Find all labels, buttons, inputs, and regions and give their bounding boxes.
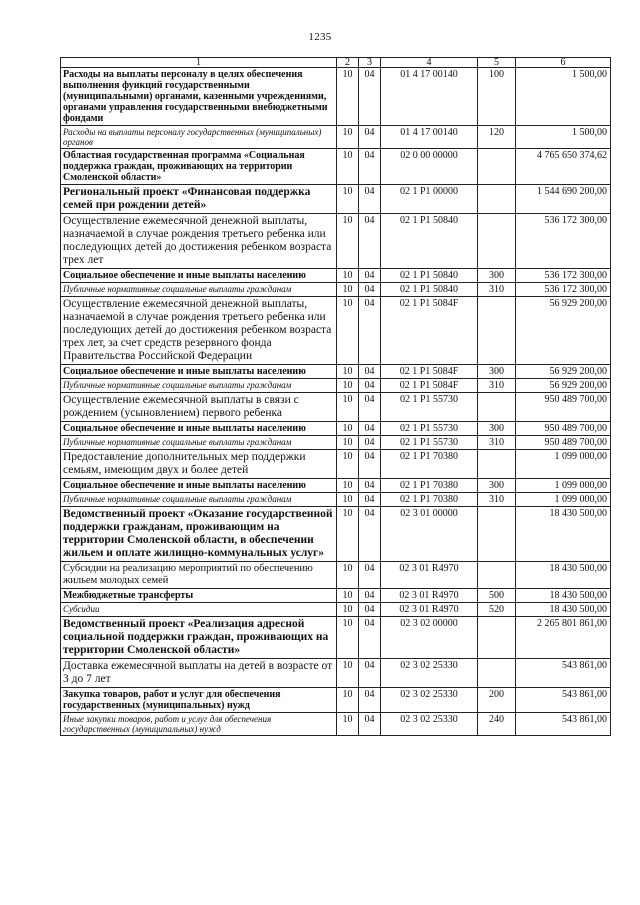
table-row — [61, 68, 611, 126]
expense-type-cell: 310 — [478, 493, 516, 507]
subsection-code-cell: 04 — [359, 379, 381, 393]
target-article-cell: 02 1 P1 70380 — [381, 493, 478, 507]
subsection-code-cell: 04 — [359, 393, 381, 422]
amount-cell: 1 544 690 200,00 — [516, 185, 611, 214]
section-code-cell: 10 — [337, 450, 359, 479]
expense-type-cell: 200 — [478, 688, 516, 713]
table-row — [61, 562, 611, 589]
target-article-cell: 02 1 P1 55730 — [381, 436, 478, 450]
section-code-cell: 10 — [337, 562, 359, 589]
expense-type-cell — [478, 393, 516, 422]
subsection-code-cell: 04 — [359, 283, 381, 297]
amount-cell: 2 265 801 861,00 — [516, 617, 611, 659]
section-code-cell: 10 — [337, 269, 359, 283]
row-name-cell: Социальное обеспечение и иные выплаты населению — [61, 422, 337, 436]
table-row — [61, 269, 611, 283]
target-article-cell: 02 1 P1 70380 — [381, 450, 478, 479]
target-article-cell: 02 3 02 25330 — [381, 659, 478, 688]
amount-cell: 4 765 650 374,62 — [516, 149, 611, 185]
amount-cell: 536 172 300,00 — [516, 269, 611, 283]
table-row — [61, 659, 611, 688]
row-name-cell: Публичные нормативные социальные выплаты гражданам — [61, 379, 337, 393]
table-row — [61, 507, 611, 562]
subsection-code-cell: 04 — [359, 297, 381, 365]
amount-cell: 18 430 500,00 — [516, 589, 611, 603]
table-row — [61, 149, 611, 185]
amount-cell: 1 500,00 — [516, 126, 611, 149]
expense-type-cell: 300 — [478, 269, 516, 283]
expense-type-cell: 500 — [478, 589, 516, 603]
row-name-cell: Социальное обеспечение и иные выплаты населению — [61, 479, 337, 493]
row-name-cell: Областная государственная программа «Социальная поддержка граждан, проживающих на территории Смоленской области» — [61, 149, 337, 185]
target-article-cell: 02 3 02 25330 — [381, 688, 478, 713]
expense-type-cell: 310 — [478, 436, 516, 450]
target-article-cell: 02 1 P1 00000 — [381, 185, 478, 214]
target-article-cell: 01 4 17 00140 — [381, 68, 478, 126]
row-name-cell: Ведомственный проект «Реализация адресной социальной поддержки граждан, проживающих на территории Смоленской области» — [61, 617, 337, 659]
table-row — [61, 617, 611, 659]
section-code-cell: 10 — [337, 214, 359, 269]
section-code-cell: 10 — [337, 659, 359, 688]
table-row — [61, 450, 611, 479]
amount-cell: 950 489 700,00 — [516, 436, 611, 450]
amount-cell: 536 172 300,00 — [516, 283, 611, 297]
table-row — [61, 365, 611, 379]
amount-cell: 18 430 500,00 — [516, 507, 611, 562]
expense-type-cell: 300 — [478, 422, 516, 436]
subsection-code-cell: 04 — [359, 603, 381, 617]
table-row — [61, 493, 611, 507]
expense-type-cell — [478, 617, 516, 659]
amount-cell: 1 099 000,00 — [516, 479, 611, 493]
section-code-cell: 10 — [337, 283, 359, 297]
expense-type-cell: 300 — [478, 365, 516, 379]
row-name-cell: Социальное обеспечение и иные выплаты населению — [61, 269, 337, 283]
section-code-cell: 10 — [337, 436, 359, 450]
subsection-code-cell: 04 — [359, 185, 381, 214]
section-code-cell: 10 — [337, 379, 359, 393]
expense-type-cell: 520 — [478, 603, 516, 617]
expense-type-cell — [478, 214, 516, 269]
table-body — [61, 68, 611, 736]
table-row — [61, 379, 611, 393]
row-name-cell: Осуществление ежемесячной денежной выплаты, назначаемой в случае рождения третьего ребенка или последующих детей до достижения ребенком возраста трех лет — [61, 214, 337, 269]
table-row — [61, 393, 611, 422]
table-row — [61, 479, 611, 493]
section-code-cell: 10 — [337, 185, 359, 214]
amount-cell: 1 099 000,00 — [516, 493, 611, 507]
row-name-cell: Публичные нормативные социальные выплаты гражданам — [61, 283, 337, 297]
column-header: 2 — [337, 58, 359, 68]
subsection-code-cell: 04 — [359, 589, 381, 603]
row-name-cell: Субсидии — [61, 603, 337, 617]
target-article-cell: 02 1 P1 50840 — [381, 269, 478, 283]
target-article-cell: 02 3 01 R4970 — [381, 589, 478, 603]
amount-cell: 950 489 700,00 — [516, 422, 611, 436]
amount-cell: 56 929 200,00 — [516, 297, 611, 365]
table-row — [61, 603, 611, 617]
subsection-code-cell: 04 — [359, 562, 381, 589]
section-code-cell: 10 — [337, 493, 359, 507]
section-code-cell: 10 — [337, 617, 359, 659]
subsection-code-cell: 04 — [359, 688, 381, 713]
subsection-code-cell: 04 — [359, 436, 381, 450]
section-code-cell: 10 — [337, 365, 359, 379]
subsection-code-cell: 04 — [359, 126, 381, 149]
table-row — [61, 126, 611, 149]
row-name-cell: Публичные нормативные социальные выплаты гражданам — [61, 436, 337, 450]
expense-type-cell — [478, 659, 516, 688]
amount-cell: 536 172 300,00 — [516, 214, 611, 269]
target-article-cell: 02 3 01 R4970 — [381, 603, 478, 617]
row-name-cell: Доставка ежемесячной выплаты на детей в возрасте от 3 до 7 лет — [61, 659, 337, 688]
row-name-cell: Иные закупки товаров, работ и услуг для обеспечения государственных (муниципальных) нужд — [61, 713, 337, 736]
section-code-cell: 10 — [337, 149, 359, 185]
target-article-cell: 01 4 17 00140 — [381, 126, 478, 149]
target-article-cell: 02 1 P1 70380 — [381, 479, 478, 493]
subsection-code-cell: 04 — [359, 493, 381, 507]
target-article-cell: 02 1 P1 55730 — [381, 422, 478, 436]
subsection-code-cell: 04 — [359, 450, 381, 479]
expense-type-cell — [478, 297, 516, 365]
subsection-code-cell: 04 — [359, 149, 381, 185]
subsection-code-cell: 04 — [359, 507, 381, 562]
row-name-cell: Межбюджетные трансферты — [61, 589, 337, 603]
amount-cell: 18 430 500,00 — [516, 603, 611, 617]
row-name-cell: Закупка товаров, работ и услуг для обеспечения государственных (муниципальных) нужд — [61, 688, 337, 713]
subsection-code-cell: 04 — [359, 422, 381, 436]
row-name-cell: Осуществление ежемесячной денежной выплаты, назначаемой в случае рождения третьего ребенка или последующих детей до достижения ребенком возраста трех лет, за счет средств резервного фонда Правительства Российской Федерации — [61, 297, 337, 365]
row-name-cell: Осуществление ежемесячной выплаты в связи с рождением (усыновлением) первого ребенка — [61, 393, 337, 422]
expense-type-cell: 100 — [478, 68, 516, 126]
table-row — [61, 214, 611, 269]
section-code-cell: 10 — [337, 603, 359, 617]
expense-type-cell — [478, 185, 516, 214]
expense-type-cell: 300 — [478, 479, 516, 493]
table-row — [61, 422, 611, 436]
budget-table — [60, 57, 611, 736]
table-row — [61, 185, 611, 214]
table-row — [61, 589, 611, 603]
target-article-cell: 02 1 P1 5084F — [381, 297, 478, 365]
table-row — [61, 297, 611, 365]
row-name-cell: Региональный проект «Финансовая поддержка семей при рождении детей» — [61, 185, 337, 214]
table-header-row — [61, 58, 611, 68]
subsection-code-cell: 04 — [359, 269, 381, 283]
amount-cell: 1 099 000,00 — [516, 450, 611, 479]
target-article-cell: 02 1 P1 50840 — [381, 214, 478, 269]
row-name-cell: Ведомственный проект «Оказание государственной поддержки гражданам, проживающим на территории Смоленской области, в обеспечении жильем и оплате жилищно-коммунальных услуг» — [61, 507, 337, 562]
expense-type-cell: 310 — [478, 283, 516, 297]
amount-cell: 1 500,00 — [516, 68, 611, 126]
target-article-cell: 02 3 02 25330 — [381, 713, 478, 736]
expense-type-cell — [478, 562, 516, 589]
column-header: 1 — [61, 58, 337, 68]
amount-cell: 18 430 500,00 — [516, 562, 611, 589]
target-article-cell: 02 0 00 00000 — [381, 149, 478, 185]
expense-type-cell — [478, 450, 516, 479]
amount-cell: 543 861,00 — [516, 713, 611, 736]
page-number: 1235 — [308, 31, 332, 43]
subsection-code-cell: 04 — [359, 365, 381, 379]
section-code-cell: 10 — [337, 422, 359, 436]
subsection-code-cell: 04 — [359, 713, 381, 736]
row-name-cell: Предоставление дополнительных мер поддержки семьям, имеющим двух и более детей — [61, 450, 337, 479]
expense-type-cell — [478, 149, 516, 185]
section-code-cell: 10 — [337, 126, 359, 149]
section-code-cell: 10 — [337, 589, 359, 603]
subsection-code-cell: 04 — [359, 68, 381, 126]
target-article-cell: 02 1 P1 55730 — [381, 393, 478, 422]
expense-type-cell: 240 — [478, 713, 516, 736]
column-header: 3 — [359, 58, 381, 68]
column-header: 5 — [478, 58, 516, 68]
section-code-cell: 10 — [337, 68, 359, 126]
amount-cell: 543 861,00 — [516, 688, 611, 713]
table-row — [61, 283, 611, 297]
target-article-cell: 02 1 P1 5084F — [381, 379, 478, 393]
subsection-code-cell: 04 — [359, 617, 381, 659]
target-article-cell: 02 3 01 00000 — [381, 507, 478, 562]
section-code-cell: 10 — [337, 393, 359, 422]
expense-type-cell: 120 — [478, 126, 516, 149]
section-code-cell: 10 — [337, 479, 359, 493]
row-name-cell: Социальное обеспечение и иные выплаты населению — [61, 365, 337, 379]
table-row — [61, 713, 611, 736]
table-row — [61, 436, 611, 450]
expense-type-cell — [478, 507, 516, 562]
row-name-cell: Расходы на выплаты персоналу в целях обеспечения выполнения функций государственными (муниципальными) органами, казенными учреждениями, органами управления государственными внебюджетными фондами — [61, 68, 337, 126]
section-code-cell: 10 — [337, 688, 359, 713]
amount-cell: 950 489 700,00 — [516, 393, 611, 422]
row-name-cell: Расходы на выплаты персоналу государственных (муниципальных) органов — [61, 126, 337, 149]
expense-type-cell: 310 — [478, 379, 516, 393]
section-code-cell: 10 — [337, 713, 359, 736]
amount-cell: 56 929 200,00 — [516, 379, 611, 393]
section-code-cell: 10 — [337, 507, 359, 562]
amount-cell: 543 861,00 — [516, 659, 611, 688]
row-name-cell: Публичные нормативные социальные выплаты гражданам — [61, 493, 337, 507]
row-name-cell: Субсидии на реализацию мероприятий по обеспечению жильем молодых семей — [61, 562, 337, 589]
amount-cell: 56 929 200,00 — [516, 365, 611, 379]
subsection-code-cell: 04 — [359, 214, 381, 269]
column-header: 6 — [516, 58, 611, 68]
subsection-code-cell: 04 — [359, 479, 381, 493]
column-header: 4 — [381, 58, 478, 68]
section-code-cell: 10 — [337, 297, 359, 365]
target-article-cell: 02 3 01 R4970 — [381, 562, 478, 589]
target-article-cell: 02 3 02 00000 — [381, 617, 478, 659]
target-article-cell: 02 1 P1 50840 — [381, 283, 478, 297]
target-article-cell: 02 1 P1 5084F — [381, 365, 478, 379]
table-row — [61, 688, 611, 713]
subsection-code-cell: 04 — [359, 659, 381, 688]
